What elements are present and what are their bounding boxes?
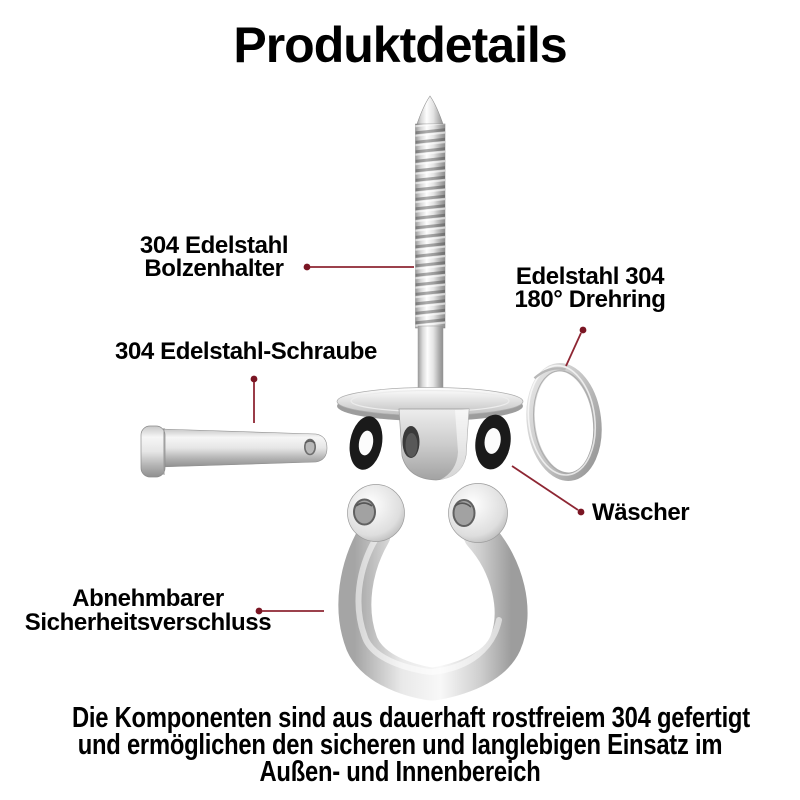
label-swivel-ring-line1: Edelstahl 304 bbox=[515, 263, 665, 290]
label-bolt-holder bbox=[84, 234, 344, 280]
callout-line-swivel-ring bbox=[566, 327, 586, 366]
label-safety-lock bbox=[17, 587, 279, 635]
washer-right-image bbox=[472, 412, 514, 471]
label-screw-pin-line1: 304 Edelstahl-Schraube bbox=[115, 338, 377, 365]
callout-line-screw-pin bbox=[251, 376, 258, 423]
description-line1: Die Komponenten sind aus dauerhaft rostfreiem 304 gefertigt bbox=[72, 702, 750, 734]
label-screw-pin bbox=[96, 340, 396, 363]
label-safety-lock-line2: Sicherheitsverschluss bbox=[24, 609, 272, 636]
washer-left-image bbox=[346, 414, 387, 473]
description-line3: Außen- und Innenbereich bbox=[259, 756, 541, 788]
page-title: Produktdetails bbox=[233, 17, 567, 73]
shackle-image bbox=[348, 484, 512, 685]
description-line2: und ermöglichen den sicheren und langlebigen Einsatz im bbox=[77, 729, 723, 761]
lag-screw-image bbox=[416, 96, 446, 396]
label-washer-line1: Wäscher bbox=[592, 499, 690, 526]
product-description bbox=[72, 702, 750, 788]
label-swivel-ring-line2: 180° Drehring bbox=[514, 286, 666, 313]
label-bolt-holder-line2: Bolzenhalter bbox=[144, 255, 284, 282]
label-bolt-holder-line1: 304 Edelstahl bbox=[139, 232, 289, 259]
clevis-pin-image bbox=[141, 426, 327, 477]
label-swivel-ring bbox=[460, 265, 720, 311]
swivel-ring-image bbox=[522, 361, 603, 480]
label-washer bbox=[592, 501, 752, 524]
label-safety-lock-line1: Abnehmbarer bbox=[72, 585, 224, 612]
